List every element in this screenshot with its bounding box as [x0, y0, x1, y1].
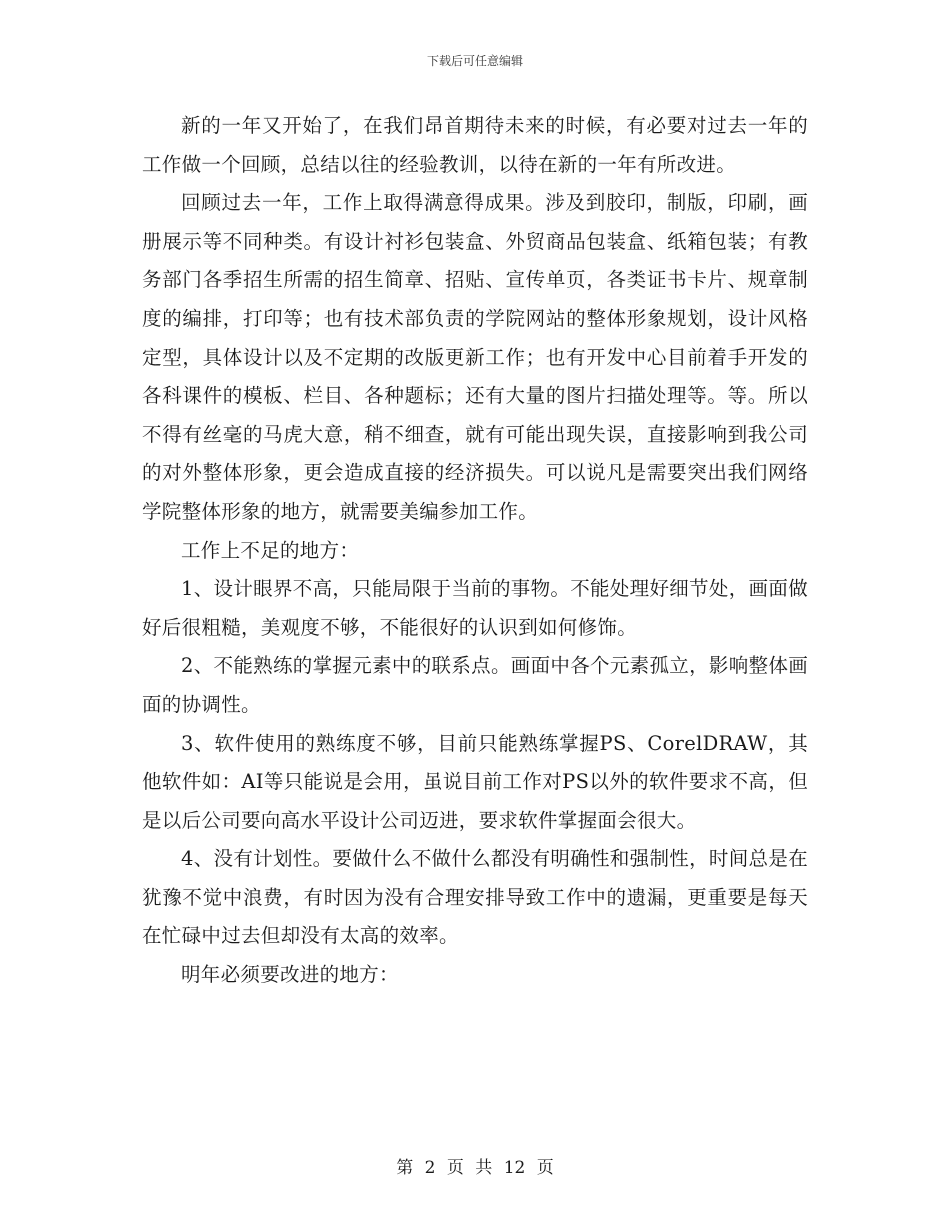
paragraph-improvements-heading: 明年必须要改进的地方：	[181, 963, 399, 987]
page-header: 下载后可任意编辑	[426, 54, 523, 68]
document-body	[142, 107, 808, 995]
paragraph-intro: 新的一年又开始了，在我们昂首期待未来的时候，有必要对过去一年的工作做一个回顾，总结以往的经验教训，以待在新的一年有所改进。	[142, 114, 808, 176]
paragraph-item-3: 3、软件使用的熟练度不够，目前只能熟练掌握PS、CorelDRAW，其他软件如：AI等只能说是会用，虽说目前工作对PS以外的软件要求不高，但是以后公司要向高水平设计公司迈进，要求软件掌握面会很大。	[142, 731, 808, 832]
paragraph-item-1: 1、设计眼界不高，只能局限于当前的事物。不能处理好细节处，画面做好后很粗糙，美观度不够，不能很好的认识到如何修饰。	[142, 577, 808, 639]
paragraph-review: 回顾过去一年，工作上取得满意得成果。涉及到胶印，制版，印刷，画册展示等不同种类。有设计衬衫包装盒、外贸商品包装盒、纸箱包装；有教务部门各季招生所需的招生简章、招贴、宣传单页，各类证书卡片、规章制度的编排，打印等；也有技术部负责的学院网站的整体形象规划，设计风格定型，具体设计以及不定期的改版更新工作；也有开发中心目前着手开发的各科课件的模板、栏目、各种题标；还有大量的图片扫描处理等。等。所以不得有丝毫的马虎大意，稍不细查，就有可能出现失误，直接影响到我公司的对外整体形象，更会造成直接的经济损失。可以说凡是需要突出我们网络学院整体形象的地方，就需要美编参加工作。	[142, 191, 808, 523]
paragraph-shortcomings-heading: 工作上不足的地方：	[181, 538, 360, 562]
paragraph-item-2: 2、不能熟练的掌握元素中的联系点。画面中各个元素孤立，影响整体画面的协调性。	[142, 654, 808, 716]
paragraph-item-4: 4、没有计划性。要做什么不做什么都没有明确性和强制性，时间总是在犹豫不觉中浪费，有时因为没有合理安排导致工作中的遗漏，更重要是每天在忙碌中过去但却没有太高的效率。	[142, 847, 808, 948]
page-number-footer: 第 2 页 共 12 页	[396, 1158, 554, 1178]
